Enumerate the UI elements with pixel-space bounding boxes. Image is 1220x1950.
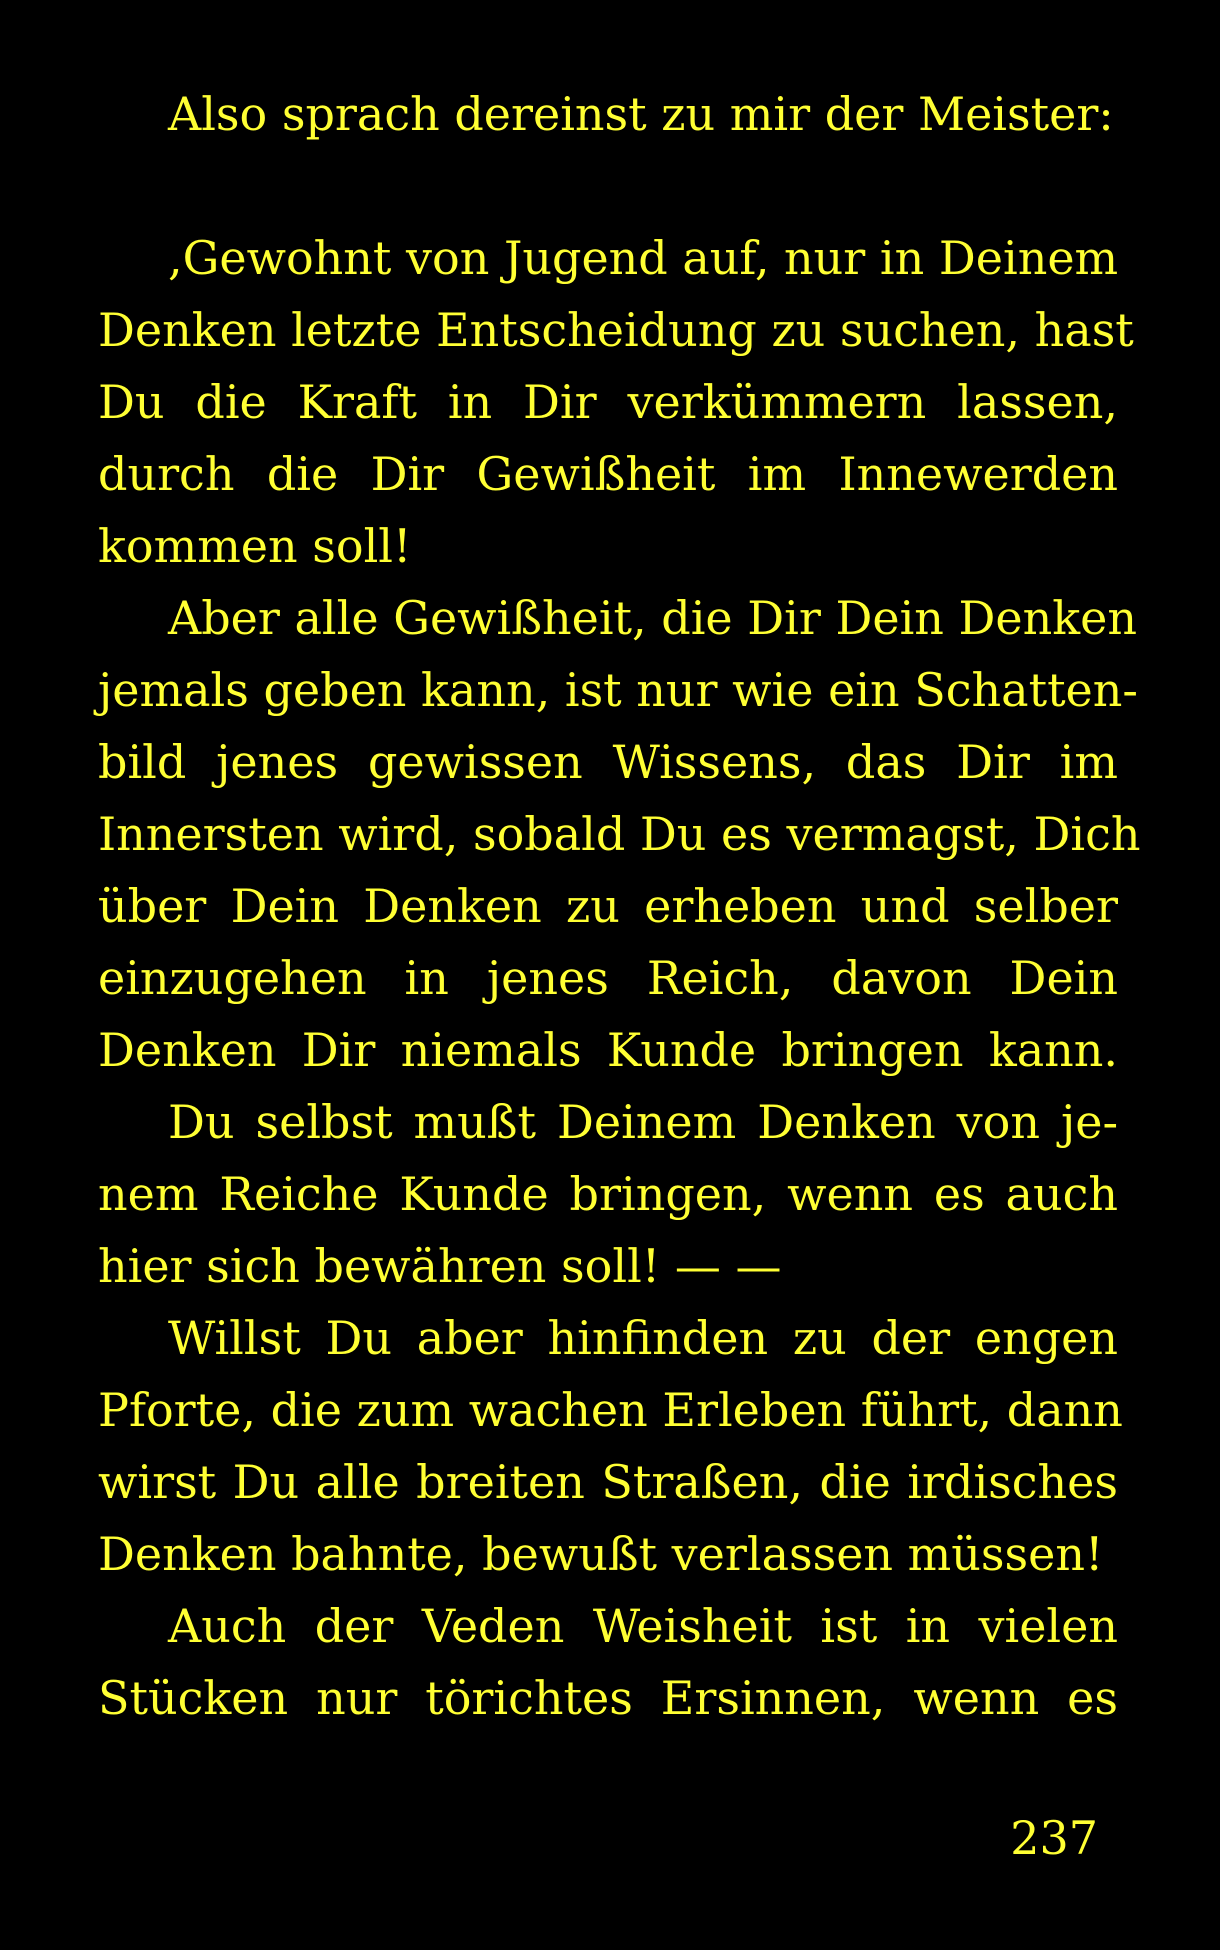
text-line: Auch der Veden Weisheit ist in vielen xyxy=(168,1599,1118,1653)
text-line: Also sprach dereinst zu mir der Meister: xyxy=(168,87,1114,141)
text-line: Aber alle Gewißheit, die Dir Dein Denken xyxy=(168,591,1137,645)
text-line: kommen soll! xyxy=(98,519,412,573)
page-number: 237 xyxy=(1010,1811,1098,1865)
text-line: Willst Du aber hinfinden zu der engen xyxy=(168,1311,1118,1365)
text-line: Pforte, die zum wachen Erleben führt, dann xyxy=(98,1383,1123,1437)
text-line: Denken letzte Entscheidung zu suchen, hast xyxy=(98,303,1134,357)
text-line: einzugehen in jenes Reich, davon Dein xyxy=(98,951,1118,1005)
text-line: Du selbst mußt Deinem Denken von je- xyxy=(168,1095,1118,1149)
page-text xyxy=(98,78,1141,1734)
text-line: Denken Dir niemals Kunde bringen kann. xyxy=(98,1023,1118,1077)
text-line: wirst Du alle breiten Straßen, die irdisches xyxy=(98,1455,1118,1509)
text-line: Innersten wird, sobald Du es vermagst, Dich xyxy=(98,807,1141,861)
text-line: nem Reiche Kunde bringen, wenn es auch xyxy=(98,1167,1118,1221)
text-line: Stücken nur törichtes Ersinnen, wenn es xyxy=(98,1671,1118,1725)
text-line: jemals geben kann, ist nur wie ein Schatten- xyxy=(98,663,1138,717)
text-line: Denken bahnte, bewußt verlassen müssen! xyxy=(98,1527,1104,1581)
text-line: ,Gewohnt von Jugend auf, nur in Deinem xyxy=(168,231,1119,285)
text-line: hier sich bewähren soll! — — xyxy=(98,1239,782,1293)
text-line: durch die Dir Gewißheit im Innewerden xyxy=(98,447,1118,501)
text-line: Du die Kraft in Dir verkümmern lassen, xyxy=(98,375,1118,429)
text-line: bild jenes gewissen Wissens, das Dir im xyxy=(98,735,1118,789)
text-line: über Dein Denken zu erheben und selber xyxy=(98,879,1118,933)
